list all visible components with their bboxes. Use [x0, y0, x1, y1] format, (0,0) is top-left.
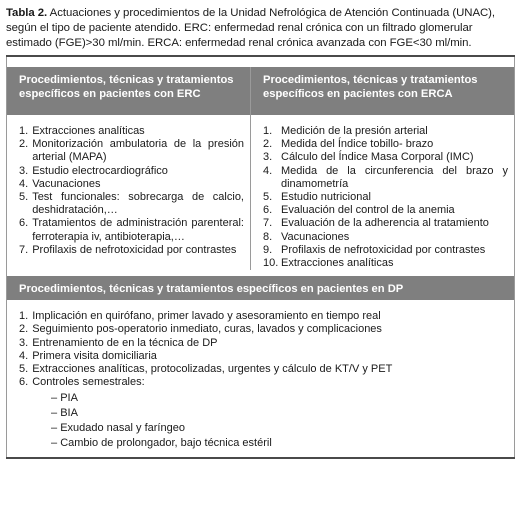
item-number: 5. [19, 363, 29, 376]
list-item [19, 191, 244, 217]
sub-list-item: – BIA [51, 406, 514, 421]
sub-list-item: – Exudado nasal y faríngeo [51, 421, 514, 436]
item-number: 8. [263, 230, 273, 243]
list-item [263, 191, 508, 204]
erca-header: Procedimientos, técnicas y tratamientos específicos en pacientes con ERCA [251, 67, 514, 115]
list-item [19, 165, 244, 178]
list-item [19, 217, 244, 243]
table-caption-label: Tabla 2. [6, 7, 48, 19]
item-text: Seguimiento pos-operatorio inmediato, curas, lavados y complicaciones [32, 323, 382, 336]
item-text: Extracciones analíticas, protocolizadas, urgentes y cálculo de KT/V y PET [32, 363, 393, 376]
item-text: Vacunaciones [281, 230, 350, 243]
item-number: 1. [19, 125, 29, 137]
list-item [263, 165, 508, 191]
item-text: Medida de la circunferencia del brazo y dinamometría [281, 164, 508, 190]
list-item [19, 178, 244, 191]
sub-list-item: – PIA [51, 391, 514, 406]
list-item [263, 204, 508, 217]
item-text: Estudio nutricional [281, 191, 371, 204]
list-item [263, 125, 508, 138]
procedures-table [6, 57, 515, 457]
item-number: 6. [263, 204, 273, 217]
item-number: 4. [19, 349, 29, 362]
list-item [19, 323, 508, 336]
item-text: Primera visita domiciliaria [32, 349, 157, 362]
list-item [19, 350, 508, 363]
item-text: Medición de la presión arterial [281, 125, 428, 137]
item-number: 7. [263, 217, 273, 230]
item-number: 6. [19, 376, 29, 389]
dp-header: Procedimientos, técnicas y tratamientos específicos en pacientes en DP [7, 276, 514, 300]
item-text: Medida del Índice tobillo- brazo [281, 138, 434, 151]
table-caption-text: Actuaciones y procedimientos de la Unidad Nefrológica de Atención Continuada (UNAC), según el tipo de paciente atendido. ERC: enfermedad renal crónica con un filtrado glomerular estimado (FGE)>30 ml/min. ERCA: enfermedad renal crónica avanzada con FGE<30 ml/min. [6, 7, 496, 49]
list-item [19, 310, 508, 323]
sub-list-item: – Cambio de prolongador, bajo técnica estéril [51, 436, 514, 451]
item-number: 9. [263, 243, 273, 256]
item-number: 5. [19, 191, 29, 204]
list-item [263, 231, 508, 244]
list-item [263, 217, 508, 230]
item-number: 4. [19, 177, 29, 190]
list-item [19, 244, 244, 257]
item-number: 2. [19, 323, 29, 336]
item-text: Extracciones analíticas [281, 257, 394, 270]
list-item [19, 337, 508, 350]
dp-sublist [7, 391, 514, 451]
item-number: 3. [19, 164, 29, 177]
item-text: Monitorización ambulatoria de la presión arterial (MAPA) [32, 138, 244, 164]
list-item [19, 125, 244, 138]
table-caption [6, 6, 515, 51]
dp-list [7, 310, 514, 389]
header-row-erc-erca [7, 67, 514, 270]
list-item [19, 376, 508, 389]
item-number: 4. [263, 164, 273, 177]
item-text: Evaluación del control de la anemia [281, 204, 455, 217]
list-item [263, 244, 508, 257]
list-item [19, 363, 508, 376]
item-text: Entrenamiento de en la técnica de DP [32, 336, 218, 349]
erc-list [7, 125, 250, 257]
item-number: 1. [263, 125, 273, 137]
item-number: 10. [263, 257, 279, 270]
item-text: Cálculo del Índice Masa Corporal (IMC) [281, 151, 474, 164]
item-text: Test funcionales: sobrecarga de calcio, deshidratación,… [32, 191, 244, 217]
list-item [263, 138, 508, 151]
item-number: 5. [263, 191, 273, 204]
list-item [263, 151, 508, 164]
item-text: Tratamientos de administración parenteral: ferroterapia iv, antibioterapia,… [32, 217, 244, 243]
item-text: Implicación en quirófano, primer lavado y asesoramiento en tiempo real [32, 310, 381, 323]
list-item [19, 138, 244, 164]
erca-list [251, 125, 514, 270]
item-number: 2. [19, 138, 29, 151]
item-number: 2. [263, 138, 273, 151]
item-number: 3. [263, 151, 273, 164]
table-bottom-rule [6, 457, 515, 459]
item-number: 6. [19, 217, 29, 230]
item-text: Estudio electrocardiográfico [32, 164, 168, 177]
item-text: Evaluación de la adherencia al tratamiento [281, 217, 489, 230]
item-text: Extracciones analíticas [32, 125, 145, 137]
item-number: 3. [19, 336, 29, 349]
item-text: Vacunaciones [32, 177, 101, 190]
list-item [263, 257, 508, 270]
item-text: Profilaxis de nefrotoxicidad por contrastes [32, 243, 237, 256]
item-text: Controles semestrales: [32, 376, 145, 389]
item-number: 7. [19, 243, 29, 256]
item-number: 1. [19, 310, 29, 323]
erc-column [7, 67, 251, 270]
item-text: Profilaxis de nefrotoxicidad por contrastes [281, 243, 486, 256]
erc-header: Procedimientos, técnicas y tratamientos específicos en pacientes con ERC [7, 67, 250, 115]
erca-column [251, 67, 514, 270]
